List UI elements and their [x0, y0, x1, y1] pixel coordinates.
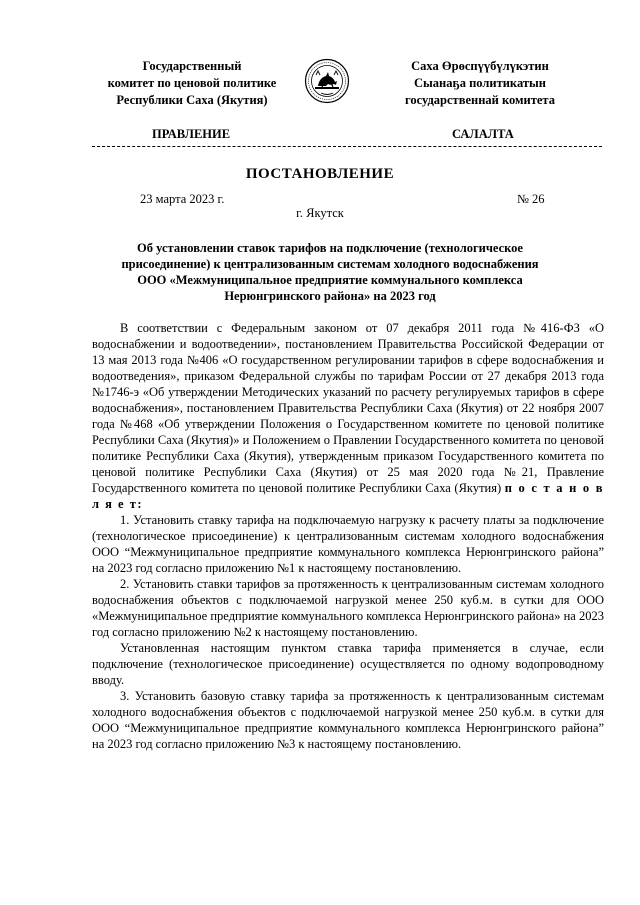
subject-line-4: Нерюнгринского района» на 2023 год [224, 289, 436, 303]
document-title: ПОСТАНОВЛЕНИЕ [245, 166, 395, 182]
header-left-block [92, 58, 292, 109]
header-left-line-2: комитет по ценовой политике [107, 76, 277, 90]
decree-word: п о с т а н о в л я е т: [92, 481, 605, 511]
item-2-paragraph: 2. Установить ставки тарифов за протяженность к централизованным системам холодного водоснабжения объектов с подключаемой нагрузкой менее 250 куб.м. в сутки для ООО «Межмуниципальное предприятие коммунального комплекса Нерюнгринского района» на 2023 год согласно приложению №2 к настоящему постановлению. [92, 577, 604, 639]
subject-line-3: ООО «Межмуниципальное предприятие коммунального комплекса [137, 273, 523, 287]
document-city: г. Якутск [296, 206, 344, 220]
header-left-line-3: Республики Саха (Якутия) [116, 93, 268, 107]
item-1-paragraph: 1. Установить ставку тарифа на подключаемую нагрузку к расчету платы за подключение (технологическое присоединение) к централизованным системам холодного водоснабжения ООО “Межмуниципальное предприятие коммунального комплекса Нерюнгринского района” на 2023 год согласно приложению №1 к настоящему постановлению. [92, 513, 604, 575]
subject-line-2: присоединение) к централизованным системам холодного водоснабжения [121, 257, 539, 271]
subject-line-1: Об установлении ставок тарифов на подключение (технологическое [137, 241, 523, 255]
header-right-line-3: государственнай комитета [405, 93, 555, 107]
preamble-text: В соответствии с Федеральным законом от 07 декабря 2011 года №416-ФЗ «О водоснабжении и водоотведении», постановлением Правительства Российской Федерации от 13 мая 2013 года №406 «О государственном регулировании тарифов в сфере водоснабжения и водоотведения», приказом Федеральной службы по тарифам России от 27 декабря 2013 года №1746-э «Об утверждении Методических указаний по расчету регулируемых тарифов в сфере водоснабжения», постановлением Правительства Республики Саха (Якутия) от 22 ноября 2007 года №468 «Об утверждении Положения о Государственном комитете по ценовой политике Республики Саха (Якутия)» и Положением о Правлении Государственного комитета по ценовой политике Республики Саха (Якутия), утвержденным приказом Государственного комитета по ценовой политике Республики Саха (Якутия) от 25 мая 2020 года №21, Правление Государственного комитета по ценовой политике Республики Саха (Якутия) [92, 321, 604, 495]
header-left-line-1: Государственный [142, 59, 242, 73]
document-number: № 26 [517, 192, 545, 206]
board-label-russian: ПРАВЛЕНИЕ [152, 127, 231, 141]
header-right-block [380, 58, 580, 109]
header-right-line-1: Саха Өрөспүүбүлүкэтин [411, 59, 549, 73]
board-label-yakut: САЛАЛТА [452, 127, 514, 141]
document-date: 23 марта 2023 г. [140, 192, 225, 206]
header-divider [92, 146, 602, 147]
preamble-paragraph [92, 320, 604, 512]
coat-of-arms-icon [304, 58, 350, 104]
document-subject [110, 240, 550, 304]
item-3-paragraph: 3. Установить базовую ставку тарифа за протяженность к централизованным системам холодного водоснабжения объектов с подключаемой нагрузкой менее 250 куб.м. в сутки для ООО “Межмуниципальное предприятие коммунального комплекса Нерюнгринского района” на 2023 год согласно приложению №3 к настоящему постановлению. [92, 689, 604, 751]
header-right-line-2: Сыанаҕа политикатын [414, 76, 546, 90]
item-2-note-paragraph: Установленная настоящим пунктом ставка тарифа применяется в случае, если подключение (технологическое присоединение) осуществляется по одному водопроводному вводу. [92, 641, 604, 687]
document-body [92, 320, 604, 752]
